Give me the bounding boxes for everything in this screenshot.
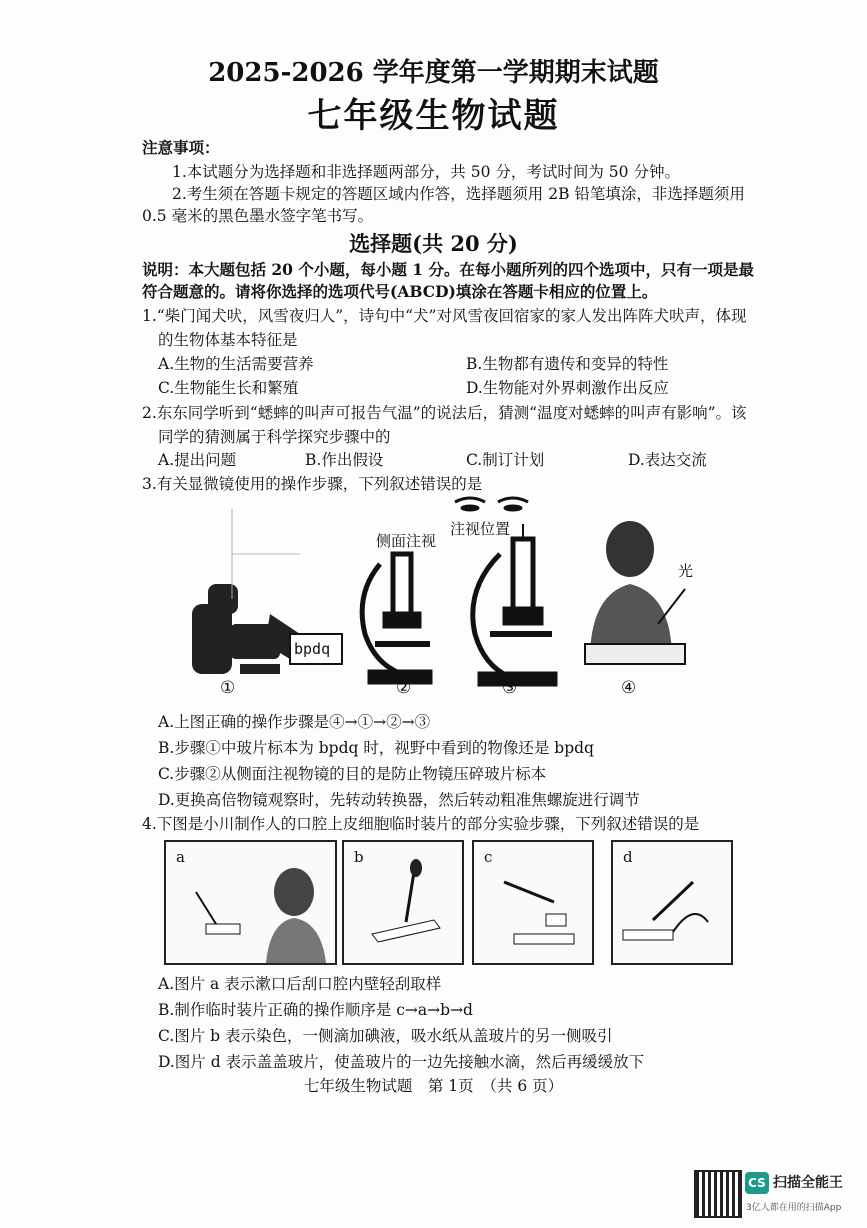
q2-option-c: C.制订计划 — [466, 451, 545, 469]
q1-option-d: D.生物能对外界刺激作出反应 — [466, 379, 669, 397]
step-label-1: ① — [220, 678, 236, 698]
notice-item-2a: 2.考生须在答题卡规定的答题区域内作答，选择题须用 2B 铅笔填涂，非选择题须用 — [172, 185, 745, 203]
dropper-image — [344, 842, 462, 963]
mouth-swab-image — [166, 842, 335, 963]
q3-option-a: A.上图正确的操作步骤是④→①→②→③ — [158, 713, 431, 731]
qr-code-icon — [694, 1170, 742, 1218]
q4-option-b: B.制作临时装片正确的操作顺序是 c→a→b→d — [158, 1001, 473, 1019]
q3-stem: 3.有关显微镜使用的操作步骤，下列叙述错误的是 — [142, 475, 483, 493]
step-label-2: ② — [396, 678, 412, 698]
q4-option-d: D.图片 d 表示盖盖玻片，使盖玻片的一边先接触水滴，然后再缓缓放下 — [158, 1053, 645, 1071]
label-watch-position: 注视位置 — [450, 520, 511, 538]
q4-option-c: C.图片 b 表示染色，一侧滴加碘液，吸水纸从盖玻片的另一侧吸引 — [158, 1027, 613, 1045]
section-desc-2: 符合题意的。请将你选择的选项代号(ABCD)填涂在答题卡相应的位置上。 — [142, 282, 658, 301]
camscanner-name: 扫描全能王 — [773, 1175, 843, 1191]
figure-panel-a — [164, 840, 337, 965]
q2-option-d: D.表达交流 — [628, 451, 707, 469]
slide-text: bpdq — [294, 640, 331, 658]
q3-option-c: C.步骤②从侧面注视物镜的目的是防止物镜压碎玻片标本 — [158, 765, 547, 783]
label-light: 光 — [678, 562, 694, 580]
page-footer: 七年级生物试题 第 1页 （共 6 页） — [303, 1077, 564, 1095]
exam-year-title: 2025-2026 学年度第一学期期末试题 — [208, 58, 659, 88]
q1-option-c: C.生物能生长和繁殖 — [158, 379, 299, 397]
q4-option-a: A.图片 a 表示漱口后刮口腔内壁轻刮取样 — [158, 975, 442, 993]
step-label-3: ③ — [502, 678, 518, 698]
q3-option-d: D.更换高倍物镜观察时，先转动转换器，然后转动粗准焦螺旋进行调节 — [158, 791, 640, 809]
panel-c-label: c — [484, 848, 493, 866]
label-side-watch: 侧面注视 — [376, 532, 437, 550]
notice-item-1: 1.本试题分为选择题和非选择题两部分，共 50 分，考试时间为 50 分钟。 — [172, 163, 680, 181]
microscope-figure — [180, 494, 720, 702]
notice-item-2b: 0.5 毫米的黑色墨水签字笔书写。 — [142, 207, 374, 225]
section-title: 选择题(共 20 分) — [349, 231, 518, 256]
q1-option-b: B.生物都有遗传和变异的特性 — [466, 355, 669, 373]
figure-panel-d — [611, 840, 733, 965]
step1-hand-image — [192, 554, 300, 674]
camscanner-tagline: 3亿人都在用的扫描App — [746, 1203, 842, 1213]
step-label-4: ④ — [621, 678, 637, 698]
q1-stem-2: 的生物体基本特征是 — [158, 331, 298, 349]
coverslip-image — [613, 842, 731, 963]
q2-stem-1: 2.东东同学听到“蟋蟀的叫声可报告气温”的说法后，猜测“温度对蟋蟀的叫声有影响”。该 — [142, 404, 747, 422]
panel-d-label: d — [623, 848, 633, 866]
q2-stem-2: 同学的猜测属于科学探究步骤中的 — [158, 428, 391, 446]
notice-title: 注意事项： — [142, 138, 220, 157]
panel-a-label: a — [176, 848, 185, 866]
exam-subject-title: 七年级生物试题 — [307, 96, 560, 136]
q2-option-a: A.提出问题 — [158, 451, 237, 469]
figure-panel-b — [342, 840, 464, 965]
panel-b-label: b — [354, 848, 364, 866]
q3-option-b: B.步骤①中玻片标本为 bpdq 时，视野中看到的物像还是 bpdq — [158, 739, 594, 757]
tweezers-slide-image — [474, 842, 592, 963]
step2-microscope-image — [362, 554, 430, 682]
step4-observer-image — [585, 521, 685, 664]
q2-option-b: B.作出假设 — [305, 451, 384, 469]
q4-stem: 4.下图是小川制作人的口腔上皮细胞临时装片的部分实验步骤，下列叙述错误的是 — [142, 815, 700, 833]
camscanner-logo: CS — [745, 1172, 769, 1194]
figure-panel-c — [472, 840, 594, 965]
q1-stem-1: 1.“柴门闻犬吠，风雪夜归人”，诗句中“犬”对风雪夜回宿家的家人发出阵阵犬吠声，体现 — [142, 307, 747, 325]
q1-option-a: A.生物的生活需要营养 — [158, 355, 314, 373]
section-desc-1: 说明：本大题包括 20 个小题，每小题 1 分。在每小题所列的四个选项中，只有一项是最 — [142, 260, 754, 279]
step3-microscope-image — [473, 524, 555, 684]
eyes-icon — [455, 498, 528, 511]
